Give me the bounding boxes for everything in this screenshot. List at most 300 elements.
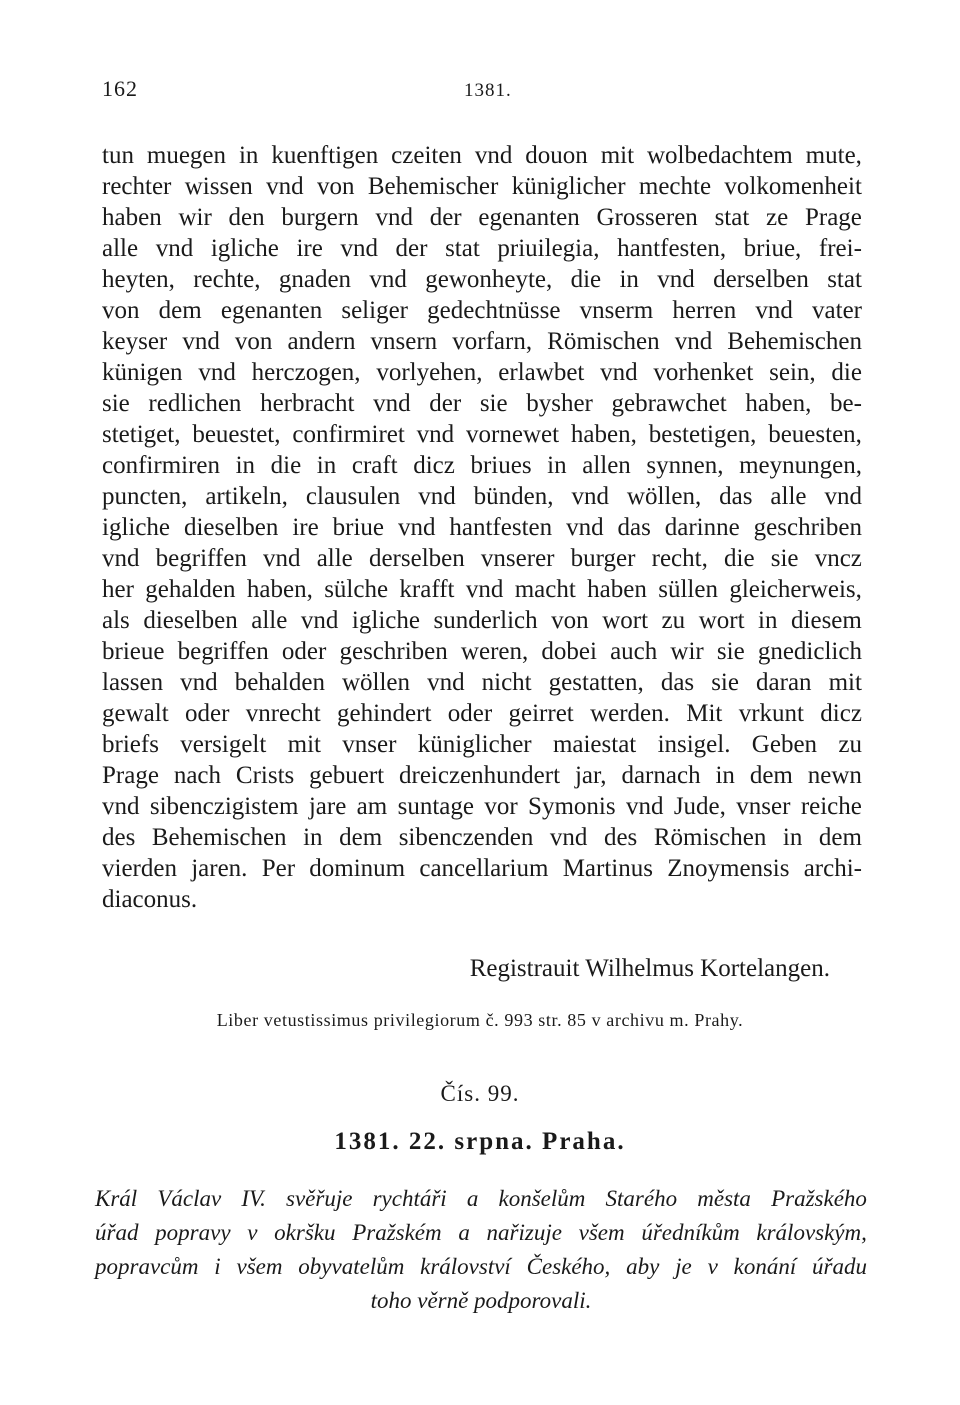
word: briue, xyxy=(743,235,802,262)
word: jar, xyxy=(574,762,607,789)
word: vnd xyxy=(657,266,695,293)
text-line xyxy=(102,357,862,388)
word: vnd xyxy=(263,545,301,572)
word: haben, xyxy=(570,421,637,448)
word: sülche xyxy=(324,576,389,603)
word: allen xyxy=(582,452,631,479)
word: Römischen xyxy=(547,328,660,355)
word: vnserm xyxy=(579,297,654,324)
word: sibenczenden xyxy=(398,824,534,851)
word: werden. xyxy=(590,700,670,727)
word: alle xyxy=(770,483,807,510)
text-line xyxy=(102,202,862,233)
word: vnd xyxy=(566,514,604,541)
word: rychtáři xyxy=(372,1186,447,1211)
word: hantfesten, xyxy=(617,235,727,262)
word: von xyxy=(234,328,273,355)
word: a xyxy=(466,1186,479,1211)
word: igliche xyxy=(210,235,279,262)
word: vnd xyxy=(369,266,407,293)
word: darnach xyxy=(621,762,701,789)
word: úřad xyxy=(95,1220,139,1245)
text-line xyxy=(102,450,862,481)
word: oder xyxy=(184,700,230,727)
word: craft xyxy=(351,452,398,479)
word: IV. xyxy=(241,1186,266,1211)
word: všem xyxy=(236,1254,283,1279)
word: wort xyxy=(698,607,745,634)
word: redlichen xyxy=(148,390,242,417)
word: das xyxy=(719,483,753,510)
word: diesem xyxy=(791,607,862,634)
word: wissen xyxy=(184,173,253,200)
word: süllen xyxy=(658,576,718,603)
word: i xyxy=(214,1254,221,1279)
word: igliche xyxy=(102,514,171,541)
word: herczogen, xyxy=(251,359,361,386)
word: všem xyxy=(578,1220,625,1245)
word: wir xyxy=(178,204,212,231)
text-line xyxy=(102,326,862,357)
word: gestatten, xyxy=(548,669,644,696)
word: recht, xyxy=(651,545,708,572)
word: vnd xyxy=(375,204,413,231)
word: puncten, xyxy=(102,483,188,510)
word: küniglicher xyxy=(511,173,626,200)
word: vnser xyxy=(342,731,397,758)
word: krafft xyxy=(399,576,455,603)
word: gebuert xyxy=(309,762,385,789)
text-line xyxy=(102,698,862,729)
word: Pražském xyxy=(352,1220,442,1245)
word: am xyxy=(356,793,388,820)
word: gedechtnüsse xyxy=(427,297,561,324)
word: vrkunt xyxy=(738,700,804,727)
word: Behemischer xyxy=(367,173,499,200)
word: kuenftigen xyxy=(271,142,379,169)
regest-summary xyxy=(95,1182,867,1318)
word: vorlyehen, xyxy=(376,359,483,386)
word: oder xyxy=(281,638,327,665)
word: wöllen, xyxy=(626,483,702,510)
word: egenanten xyxy=(220,297,323,324)
word: vnd xyxy=(600,359,638,386)
text-line xyxy=(102,481,862,512)
word: aby xyxy=(626,1254,660,1279)
word: stat xyxy=(714,204,750,231)
word: bysher xyxy=(526,390,593,417)
word: mit xyxy=(287,731,321,758)
word: derselben xyxy=(713,266,809,293)
page-header xyxy=(102,76,862,110)
word: vierden xyxy=(102,855,177,882)
word: dem xyxy=(749,762,793,789)
word: be- xyxy=(829,390,862,417)
word: alle xyxy=(316,545,353,572)
word: in xyxy=(715,762,735,789)
text-line xyxy=(102,884,862,915)
word: vnd xyxy=(300,607,339,634)
word: andern xyxy=(287,328,356,355)
word: Behemischen xyxy=(727,328,862,355)
word: dominum xyxy=(309,855,406,882)
word: in xyxy=(238,142,259,169)
word: gewonheyte, xyxy=(425,266,553,293)
word: Crists xyxy=(235,762,295,789)
word: in xyxy=(782,824,803,851)
word: Mit xyxy=(686,700,723,727)
word: Jude, xyxy=(673,793,726,820)
word: vornewet xyxy=(466,421,560,448)
word: a xyxy=(458,1220,470,1245)
word: vor xyxy=(484,793,518,820)
word: archi- xyxy=(803,855,862,882)
source-note: Liber vetustissimus privilegiorum č. 993 str. 85 v archivu m. Prahy. xyxy=(216,1010,744,1030)
word: erlawbet xyxy=(498,359,585,386)
word: vnd xyxy=(474,142,513,169)
word: küniglicher xyxy=(417,731,532,758)
word: hantfesten xyxy=(449,514,553,541)
word: vnd xyxy=(102,545,140,572)
word: begriffen xyxy=(155,545,247,572)
word: in xyxy=(758,607,778,634)
word: geschriben xyxy=(339,638,448,665)
word: gleicherweis, xyxy=(729,576,862,603)
word: her xyxy=(102,576,134,603)
word: sie xyxy=(479,390,508,417)
word: konání xyxy=(733,1254,797,1279)
word: dieselben xyxy=(143,607,238,634)
word: heyten, xyxy=(102,266,175,293)
word: úředníkům xyxy=(641,1220,740,1245)
text-line xyxy=(102,729,862,760)
word: haben, xyxy=(745,390,812,417)
regest-line xyxy=(95,1250,867,1284)
word: sunderlich xyxy=(433,607,538,634)
word: mit xyxy=(828,669,862,696)
word: Per xyxy=(261,855,296,882)
word: der xyxy=(395,235,428,262)
word: království xyxy=(420,1254,511,1279)
text-line xyxy=(102,853,862,884)
word: sie xyxy=(102,390,130,417)
word: jaren. xyxy=(191,855,248,882)
text-line xyxy=(102,140,862,171)
text-line xyxy=(102,574,862,605)
word: tun xyxy=(102,142,134,169)
text-line xyxy=(102,295,862,326)
word: jare xyxy=(308,793,347,820)
word: svěřuje xyxy=(286,1186,353,1211)
word: vnd xyxy=(340,235,378,262)
word: dem xyxy=(339,824,383,851)
word: maiestat xyxy=(552,731,637,758)
text-line xyxy=(102,388,862,419)
word: gnaden xyxy=(278,266,352,293)
word: nicht xyxy=(481,669,532,696)
word: gebrawchet xyxy=(611,390,727,417)
word: beuestet, xyxy=(192,421,281,448)
word: begriffen xyxy=(177,638,269,665)
word: in xyxy=(316,452,337,479)
word: vncz xyxy=(814,545,862,572)
word: sie xyxy=(711,669,739,696)
word: in xyxy=(619,266,639,293)
word: stetiget, xyxy=(102,421,181,448)
word: dem xyxy=(158,297,202,324)
word: sibenczigistem xyxy=(149,793,299,820)
word: popravcům xyxy=(95,1254,199,1279)
word: Symonis xyxy=(528,793,616,820)
word: czeiten xyxy=(391,142,462,169)
document-number-heading: Čís. 99. xyxy=(440,1081,520,1106)
word: Prage xyxy=(102,762,159,789)
word: igliche xyxy=(351,607,420,634)
word: vnd xyxy=(416,421,455,448)
word: zu xyxy=(838,731,862,758)
word: bünden, xyxy=(473,483,554,510)
word: Römischen xyxy=(653,824,767,851)
word: haben xyxy=(587,576,647,603)
word: sie xyxy=(770,545,799,572)
word: sie xyxy=(716,638,745,665)
document-body-text xyxy=(102,140,862,915)
document-date-heading: 1381. 22. srpna. Praha. xyxy=(334,1128,626,1155)
word: von xyxy=(551,607,589,634)
word: douon xyxy=(525,142,588,169)
word: haben xyxy=(102,204,162,231)
word: den xyxy=(228,204,265,231)
word: konšelům xyxy=(498,1186,586,1211)
word: Martinus xyxy=(562,855,653,882)
word: vater xyxy=(812,297,862,324)
text-line xyxy=(102,636,862,667)
word: von xyxy=(102,297,140,324)
word: briefs xyxy=(102,731,159,758)
text-line xyxy=(102,233,862,264)
word: confirmiren xyxy=(102,452,221,479)
word: alle xyxy=(102,235,139,262)
word: lassen xyxy=(102,669,164,696)
word: als xyxy=(102,607,130,634)
word: ze xyxy=(766,204,789,231)
text-line xyxy=(102,512,862,543)
word: daran xyxy=(756,669,812,696)
word: stat xyxy=(445,235,480,262)
word: burgern xyxy=(281,204,359,231)
word: muegen xyxy=(146,142,227,169)
word: mit xyxy=(600,142,635,169)
word: mute, xyxy=(805,142,862,169)
word: meynungen, xyxy=(739,452,862,479)
text-line xyxy=(102,419,862,450)
word: egenanten xyxy=(478,204,580,231)
word: vnd xyxy=(397,514,436,541)
word: vnd xyxy=(102,793,140,820)
word: královským, xyxy=(756,1220,867,1245)
word: alle xyxy=(251,607,288,634)
word: bestetigen, xyxy=(648,421,757,448)
word: vnser xyxy=(736,793,791,820)
word: Českého, xyxy=(526,1254,611,1279)
word: vnd xyxy=(755,297,793,324)
text-line xyxy=(102,543,862,574)
word: in xyxy=(547,452,567,479)
word: Geben xyxy=(751,731,818,758)
text-line xyxy=(102,791,862,822)
page-number: 162 xyxy=(102,76,138,101)
word: briues xyxy=(470,452,532,479)
word: dieselben xyxy=(183,514,279,541)
word: gehalden xyxy=(145,576,236,603)
word: úřadu xyxy=(812,1254,867,1279)
word: gehindert xyxy=(337,700,432,727)
word: confirmiret xyxy=(292,421,405,448)
word: die xyxy=(270,452,302,479)
word: popravy xyxy=(155,1220,231,1245)
word: vnd xyxy=(571,483,609,510)
word: v xyxy=(247,1220,258,1245)
running-header-year: 1381. xyxy=(464,80,512,101)
word: wort xyxy=(602,607,649,634)
word: rechte, xyxy=(193,266,261,293)
word: dreiczenhundert xyxy=(399,762,561,789)
word: vnd xyxy=(418,483,456,510)
word: je xyxy=(675,1254,692,1279)
word: geschriben xyxy=(753,514,862,541)
word: des xyxy=(102,824,136,851)
word: vnsern xyxy=(370,328,438,355)
word: vnd xyxy=(427,669,465,696)
word: vnd xyxy=(373,390,411,417)
word: nach xyxy=(173,762,222,789)
word: haben, xyxy=(246,576,313,603)
word: stat xyxy=(827,266,862,293)
word: die xyxy=(831,359,862,386)
word: vnd xyxy=(182,328,220,355)
word: vnd xyxy=(549,824,588,851)
word: vnd xyxy=(180,669,218,696)
word: dicz xyxy=(820,700,862,727)
text-line xyxy=(102,667,862,698)
word: gnediclich xyxy=(757,638,862,665)
word: frei- xyxy=(818,235,862,262)
word: versigelt xyxy=(180,731,267,758)
word: Grosseren xyxy=(596,204,698,231)
word: vorhenket xyxy=(653,359,754,386)
word: newn xyxy=(807,762,862,789)
word: vnd xyxy=(465,576,504,603)
word: vnd xyxy=(824,483,862,510)
word: vnrecht xyxy=(245,700,321,727)
word: das xyxy=(617,514,651,541)
word: města xyxy=(697,1186,751,1211)
word: vorfarn, xyxy=(452,328,533,355)
text-line xyxy=(102,264,862,295)
word: in xyxy=(235,452,256,479)
word: clausulen xyxy=(305,483,401,510)
word: Václav xyxy=(157,1186,222,1211)
word: die xyxy=(570,266,602,293)
word: des xyxy=(603,824,638,851)
word: diaconus. xyxy=(102,886,198,913)
word: brieue xyxy=(102,638,165,665)
word: suntage xyxy=(397,793,474,820)
word: die xyxy=(724,545,755,572)
word: weren, xyxy=(460,638,529,665)
word: derselben xyxy=(368,545,465,572)
regest-line xyxy=(95,1182,867,1216)
word: künigen xyxy=(102,359,183,386)
word: mechte xyxy=(638,173,712,200)
regest-line: toho věrně podporovali. xyxy=(370,1288,592,1313)
word: volkomenheit xyxy=(724,173,862,200)
word: Pražského xyxy=(771,1186,867,1211)
word: darinne xyxy=(664,514,740,541)
word: keyser xyxy=(102,328,168,355)
word: ire xyxy=(292,514,319,541)
word: insigel. xyxy=(657,731,731,758)
word: behalden xyxy=(234,669,325,696)
word: vnd xyxy=(674,328,713,355)
word: nařizuje xyxy=(486,1220,562,1245)
word: oder xyxy=(447,700,493,727)
word: herren xyxy=(672,297,737,324)
word: rechter xyxy=(102,173,172,200)
word: burger xyxy=(570,545,636,572)
word: herbracht xyxy=(260,390,355,417)
word: Prage xyxy=(804,204,862,231)
word: artikeln, xyxy=(205,483,288,510)
word: wir xyxy=(670,638,704,665)
word: wolbedachtem xyxy=(646,142,793,169)
word: priuilegia, xyxy=(497,235,600,262)
word: beuesten, xyxy=(768,421,862,448)
word: geirret xyxy=(508,700,574,727)
word: macht xyxy=(514,576,576,603)
word: wöllen xyxy=(341,669,411,696)
word: dem xyxy=(818,824,862,851)
word: vnd xyxy=(155,235,194,262)
word: dobei xyxy=(541,638,597,665)
text-line xyxy=(102,605,862,636)
word: cancellarium xyxy=(419,855,549,882)
word: Znoymensis xyxy=(667,855,790,882)
word: synnen, xyxy=(646,452,724,479)
word: der xyxy=(429,204,462,231)
word: okršku xyxy=(274,1220,336,1245)
word: Starého xyxy=(605,1186,678,1211)
word: von xyxy=(316,173,355,200)
word: sein, xyxy=(769,359,816,386)
word: seliger xyxy=(341,297,408,324)
text-line xyxy=(102,760,862,791)
word: gewalt xyxy=(102,700,169,727)
word: Behemischen xyxy=(151,824,287,851)
word: in xyxy=(303,824,323,851)
word: obyvatelům xyxy=(298,1254,405,1279)
word: der xyxy=(429,390,462,417)
word: das xyxy=(660,669,695,696)
word: briue xyxy=(332,514,385,541)
word: vnd xyxy=(198,359,236,386)
word: vnd xyxy=(266,173,304,200)
regest-line xyxy=(95,1216,867,1250)
text-line xyxy=(102,822,862,853)
word: zu xyxy=(661,607,686,634)
word: ire xyxy=(296,235,323,262)
word: v xyxy=(707,1254,718,1279)
